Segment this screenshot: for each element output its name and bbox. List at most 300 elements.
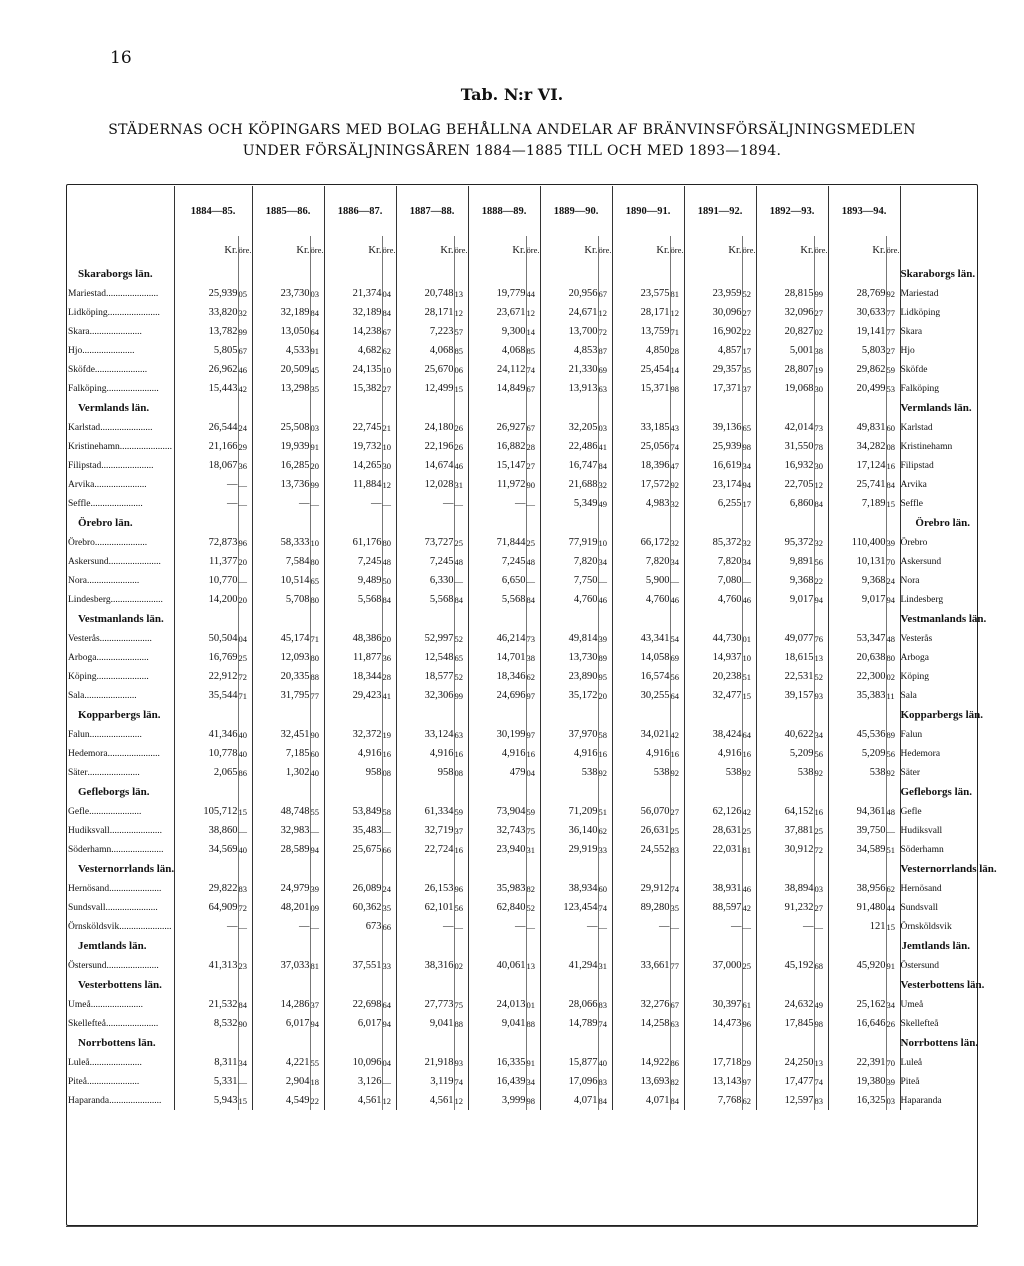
value-ore: 84 [238, 995, 252, 1014]
value-kr: 958 [324, 763, 382, 782]
empty-cell [468, 705, 526, 725]
empty-cell [238, 398, 252, 418]
value-kr: 20,827 [756, 322, 814, 341]
town-name: Sundsvall [68, 902, 106, 913]
value-ore: 16 [454, 744, 468, 763]
value-ore: 92 [598, 763, 612, 782]
value-kr: 20,238 [684, 667, 742, 686]
leader-dots: ...................... [106, 960, 159, 971]
empty-cell [670, 705, 684, 725]
empty-cell [756, 1033, 814, 1053]
value-kr: 38,860 [174, 821, 238, 840]
value-ore: 84 [886, 475, 900, 494]
value-ore: 23 [238, 956, 252, 975]
value-kr: 24,696 [468, 686, 526, 705]
empty-cell [684, 975, 742, 995]
value-ore: 02 [814, 322, 828, 341]
table-row [68, 995, 976, 1014]
value-ore: 77 [310, 686, 324, 705]
value-ore: 90 [238, 1014, 252, 1033]
empty-cell [814, 936, 828, 956]
value-kr: 15,371 [612, 379, 670, 398]
year-header: 1893—94. [828, 186, 900, 236]
table-row [68, 1091, 976, 1110]
value-kr: 11,884 [324, 475, 382, 494]
empty-cell [526, 609, 540, 629]
empty-cell [174, 1033, 238, 1053]
leader-dots: ...................... [89, 729, 142, 740]
empty-cell [886, 513, 900, 533]
county-name: Vestmanlands län. [78, 613, 164, 625]
value-ore: 62 [742, 1091, 756, 1110]
value-kr: 16,619 [684, 456, 742, 475]
value-kr: 40,622 [756, 725, 814, 744]
empty-cell [382, 782, 396, 802]
value-kr: 25,508 [252, 418, 310, 437]
value-ore: 59 [886, 360, 900, 379]
value-ore: 25 [670, 821, 684, 840]
value-kr: 11,377 [174, 552, 238, 571]
value-ore: 26 [886, 1014, 900, 1033]
value-ore: 37 [310, 995, 324, 1014]
value-ore: 08 [454, 763, 468, 782]
value-ore: 39 [886, 1072, 900, 1091]
value-kr: 22,486 [540, 437, 598, 456]
value-ore: 81 [742, 840, 756, 859]
value-kr: 9,368 [828, 571, 886, 590]
empty-cell [612, 859, 670, 879]
table-row [68, 303, 976, 322]
value-ore: 24 [382, 879, 396, 898]
table-row [68, 322, 976, 341]
value-ore: 46 [598, 590, 612, 609]
value-kr: 4,068 [396, 341, 454, 360]
value-kr: 35,383 [828, 686, 886, 705]
empty-cell [670, 975, 684, 995]
town-name-right: Skara [900, 322, 976, 341]
value-ore: 82 [526, 879, 540, 898]
value-kr: 6,330 [396, 571, 454, 590]
value-kr: 538 [756, 763, 814, 782]
value-ore: 65 [742, 418, 756, 437]
value-kr: 28,171 [396, 303, 454, 322]
town-name-cell [68, 840, 174, 859]
town-name-cell [68, 821, 174, 840]
value-ore: 27 [886, 341, 900, 360]
value-kr: 14,849 [468, 379, 526, 398]
value-ore: 44 [886, 898, 900, 917]
county-name: Vesterbottens län. [78, 979, 162, 991]
value-kr: 24,552 [612, 840, 670, 859]
value-kr: — [174, 917, 238, 936]
value-kr: 45,536 [828, 725, 886, 744]
town-name: Skara [68, 326, 90, 337]
table-row [68, 1072, 976, 1091]
value-ore: 13 [814, 1053, 828, 1072]
value-kr: 35,483 [324, 821, 382, 840]
value-kr: 37,033 [252, 956, 310, 975]
value-ore: 67 [670, 995, 684, 1014]
leader-dots: ...................... [107, 307, 160, 318]
value-kr: 673 [324, 917, 382, 936]
value-ore: 27 [382, 379, 396, 398]
value-kr: 11,877 [324, 648, 382, 667]
value-kr: 13,913 [540, 379, 598, 398]
value-ore: — [454, 494, 468, 513]
empty-cell [886, 609, 900, 629]
value-ore: 39 [598, 629, 612, 648]
value-kr: 7,820 [612, 552, 670, 571]
header-corner [68, 186, 174, 236]
value-kr: 73,727 [396, 533, 454, 552]
value-ore: 32 [598, 475, 612, 494]
empty-cell [742, 1033, 756, 1053]
value-ore: 19 [814, 360, 828, 379]
empty-cell [310, 1033, 324, 1053]
value-ore: 17 [742, 494, 756, 513]
table-row [68, 571, 976, 590]
unit-ore: öre. [526, 236, 540, 264]
value-kr: 66,172 [612, 533, 670, 552]
town-name: Lidköping [68, 307, 108, 318]
empty-cell [828, 859, 886, 879]
value-ore: — [526, 571, 540, 590]
empty-cell [756, 859, 814, 879]
value-ore: 55 [310, 802, 324, 821]
value-ore: 74 [670, 437, 684, 456]
empty-cell [540, 936, 598, 956]
value-kr: 45,174 [252, 629, 310, 648]
value-kr: 28,631 [684, 821, 742, 840]
value-kr: 22,531 [756, 667, 814, 686]
value-kr: — [252, 494, 310, 513]
value-kr: 7,223 [396, 322, 454, 341]
value-kr: 37,881 [756, 821, 814, 840]
empty-cell [238, 975, 252, 995]
value-ore: 16 [670, 744, 684, 763]
value-kr: 23,575 [612, 284, 670, 303]
empty-cell [252, 936, 310, 956]
value-kr: 26,927 [468, 418, 526, 437]
value-ore: 32 [238, 303, 252, 322]
unit-ore: öre. [454, 236, 468, 264]
value-ore: 48 [454, 552, 468, 571]
value-kr: 11,972 [468, 475, 526, 494]
value-ore: 65 [454, 648, 468, 667]
empty-cell [742, 609, 756, 629]
empty-cell [828, 609, 886, 629]
value-ore: 94 [310, 840, 324, 859]
value-kr: 38,316 [396, 956, 454, 975]
town-name-right: Askersund [900, 552, 976, 571]
value-kr: 7,189 [828, 494, 886, 513]
county-name: Kopparbergs län. [78, 709, 161, 721]
leader-dots: ...................... [109, 825, 162, 836]
value-ore: 91 [310, 341, 324, 360]
empty-cell [828, 975, 886, 995]
value-kr: 72,873 [174, 533, 238, 552]
value-ore: 03 [598, 418, 612, 437]
empty-cell [684, 609, 742, 629]
empty-cell [174, 782, 238, 802]
value-ore: 08 [886, 437, 900, 456]
empty-cell [396, 936, 454, 956]
empty-cell [324, 398, 382, 418]
value-kr: 21,918 [396, 1053, 454, 1072]
empty-cell [742, 513, 756, 533]
value-ore: 85 [454, 341, 468, 360]
value-ore: 64 [670, 686, 684, 705]
empty-cell [454, 705, 468, 725]
value-kr: 53,849 [324, 802, 382, 821]
value-kr: 23,959 [684, 284, 742, 303]
town-name-cell [68, 322, 174, 341]
value-kr: 42,014 [756, 418, 814, 437]
value-ore: 84 [598, 456, 612, 475]
value-ore: 94 [310, 1014, 324, 1033]
town-name-cell [68, 1014, 174, 1033]
empty-cell [468, 609, 526, 629]
value-kr: 41,313 [174, 956, 238, 975]
value-kr: 7,768 [684, 1091, 742, 1110]
unit-kr: Kr. [324, 236, 382, 264]
table-row [68, 879, 976, 898]
town-name-cell [68, 686, 174, 705]
empty-cell [174, 859, 238, 879]
value-kr: 4,983 [612, 494, 670, 513]
value-kr: 24,112 [468, 360, 526, 379]
value-kr: 25,939 [684, 437, 742, 456]
empty-cell [252, 975, 310, 995]
value-ore: 02 [454, 956, 468, 975]
value-kr: 4,068 [468, 341, 526, 360]
empty-cell [454, 513, 468, 533]
value-kr: — [684, 917, 742, 936]
value-kr: — [612, 917, 670, 936]
value-ore: 92 [670, 475, 684, 494]
value-ore: 85 [526, 341, 540, 360]
value-kr: 9,017 [756, 590, 814, 609]
empty-cell [396, 609, 454, 629]
value-ore: 56 [814, 552, 828, 571]
empty-cell [684, 1033, 742, 1053]
value-kr: 13,050 [252, 322, 310, 341]
value-kr: 38,424 [684, 725, 742, 744]
empty-cell [684, 936, 742, 956]
empty-cell [468, 513, 526, 533]
value-kr: 48,748 [252, 802, 310, 821]
value-kr: 41,294 [540, 956, 598, 975]
value-ore: 10 [382, 360, 396, 379]
value-ore: 25 [238, 648, 252, 667]
town-name-cell [68, 879, 174, 898]
value-ore: 12 [814, 475, 828, 494]
value-ore: 27 [670, 802, 684, 821]
town-name-cell [68, 802, 174, 821]
value-kr: 32,205 [540, 418, 598, 437]
empty-cell [526, 264, 540, 284]
value-ore: 97 [526, 686, 540, 705]
value-kr: 5,805 [174, 341, 238, 360]
value-ore: 25 [526, 533, 540, 552]
unit-kr: Kr. [756, 236, 814, 264]
town-name-cell [68, 667, 174, 686]
table-row [68, 533, 976, 552]
value-ore: 60 [310, 744, 324, 763]
town-name-right: Falköping [900, 379, 976, 398]
empty-cell [310, 975, 324, 995]
leader-dots: ...................... [96, 671, 149, 682]
value-ore: 56 [814, 744, 828, 763]
value-ore: — [238, 494, 252, 513]
value-ore: 12 [454, 1091, 468, 1110]
town-name: Köping [68, 671, 97, 682]
value-ore: 46 [454, 456, 468, 475]
town-name-right: Gefle [900, 802, 976, 821]
value-kr: 4,760 [540, 590, 598, 609]
value-kr: 13,782 [174, 322, 238, 341]
value-kr: 14,286 [252, 995, 310, 1014]
value-kr: 5,708 [252, 590, 310, 609]
value-kr: 45,192 [756, 956, 814, 975]
value-ore: 67 [598, 284, 612, 303]
value-kr: 35,544 [174, 686, 238, 705]
value-ore: 84 [454, 590, 468, 609]
value-kr: 7,750 [540, 571, 598, 590]
town-name-right: Haparanda [900, 1091, 976, 1110]
value-ore: 40 [238, 725, 252, 744]
empty-cell [382, 705, 396, 725]
empty-cell [814, 513, 828, 533]
value-kr: 14,200 [174, 590, 238, 609]
value-ore: — [670, 571, 684, 590]
value-kr: 52,997 [396, 629, 454, 648]
value-kr: 25,675 [324, 840, 382, 859]
empty-cell [756, 513, 814, 533]
value-kr: 49,077 [756, 629, 814, 648]
value-kr: 31,795 [252, 686, 310, 705]
value-ore: 37 [742, 379, 756, 398]
value-ore: 46 [742, 879, 756, 898]
empty-cell [598, 609, 612, 629]
value-ore: 71 [310, 629, 324, 648]
value-kr: 16,747 [540, 456, 598, 475]
county-name: Vermlands län. [78, 402, 150, 414]
empty-cell [670, 609, 684, 629]
unit-kr: Kr. [252, 236, 310, 264]
value-kr: 19,380 [828, 1072, 886, 1091]
value-kr: 6,017 [324, 1014, 382, 1033]
value-ore: 73 [526, 629, 540, 648]
value-ore: 46 [670, 590, 684, 609]
year-header: 1884—85. [174, 186, 252, 236]
value-kr: 19,068 [756, 379, 814, 398]
value-ore: 52 [814, 667, 828, 686]
value-ore: 99 [310, 475, 324, 494]
unit-ore: öre. [742, 236, 756, 264]
town-name-cell [68, 629, 174, 648]
town-name-right: Vesterås [900, 629, 976, 648]
town-name: Arvika [68, 479, 95, 490]
empty-cell [174, 705, 238, 725]
value-kr: 17,477 [756, 1072, 814, 1091]
empty-cell [814, 859, 828, 879]
table-row [68, 917, 976, 936]
value-ore: 06 [454, 360, 468, 379]
town-name: Askersund [68, 556, 109, 567]
leader-dots: ...................... [100, 422, 153, 433]
value-ore: 72 [598, 322, 612, 341]
value-kr: 26,962 [174, 360, 238, 379]
value-ore: 29 [238, 437, 252, 456]
value-kr: — [174, 475, 238, 494]
value-kr: 5,001 [756, 341, 814, 360]
value-kr: 9,489 [324, 571, 382, 590]
value-ore: 92 [886, 763, 900, 782]
value-ore: 63 [670, 1014, 684, 1033]
value-kr: 34,569 [174, 840, 238, 859]
value-kr: 28,815 [756, 284, 814, 303]
value-kr: 22,196 [396, 437, 454, 456]
value-ore: 32 [814, 533, 828, 552]
value-kr: 39,157 [756, 686, 814, 705]
value-kr: 12,597 [756, 1091, 814, 1110]
empty-cell [238, 513, 252, 533]
value-ore: 94 [886, 590, 900, 609]
value-ore: 70 [886, 552, 900, 571]
county-header-row [68, 859, 976, 879]
county-name: Norrbottens län. [78, 1037, 156, 1049]
unit-ore: öre. [886, 236, 900, 264]
value-ore: 38 [814, 341, 828, 360]
empty-cell [310, 936, 324, 956]
value-ore: — [742, 571, 756, 590]
town-name-right: Lindesberg [900, 590, 976, 609]
value-ore: 04 [526, 763, 540, 782]
value-ore: 68 [814, 956, 828, 975]
value-kr: 50,504 [174, 629, 238, 648]
value-ore: 57 [454, 322, 468, 341]
empty-cell [526, 398, 540, 418]
value-kr: 17,572 [612, 475, 670, 494]
value-kr: 4,916 [540, 744, 598, 763]
table-row [68, 648, 976, 667]
value-kr: 13,730 [540, 648, 598, 667]
town-name-cell [68, 956, 174, 975]
value-ore: 88 [454, 1014, 468, 1033]
year-header: 1892—93. [756, 186, 828, 236]
value-ore: 42 [238, 379, 252, 398]
value-kr: 18,346 [468, 667, 526, 686]
value-ore: 49 [814, 995, 828, 1014]
unit-kr: Kr. [828, 236, 886, 264]
value-ore: 48 [382, 552, 396, 571]
empty-cell [252, 264, 310, 284]
value-kr: — [324, 494, 382, 513]
value-kr: 8,311 [174, 1053, 238, 1072]
leader-dots: ...................... [94, 364, 148, 375]
value-ore: 22 [814, 571, 828, 590]
leader-dots: ...................... [119, 921, 172, 932]
value-ore: 92 [670, 763, 684, 782]
table-row [68, 379, 976, 398]
county-header-row [68, 975, 976, 995]
value-ore: 94 [742, 475, 756, 494]
value-ore: — [886, 821, 900, 840]
value-kr: 39,750 [828, 821, 886, 840]
value-kr: — [174, 494, 238, 513]
value-ore: 84 [382, 590, 396, 609]
